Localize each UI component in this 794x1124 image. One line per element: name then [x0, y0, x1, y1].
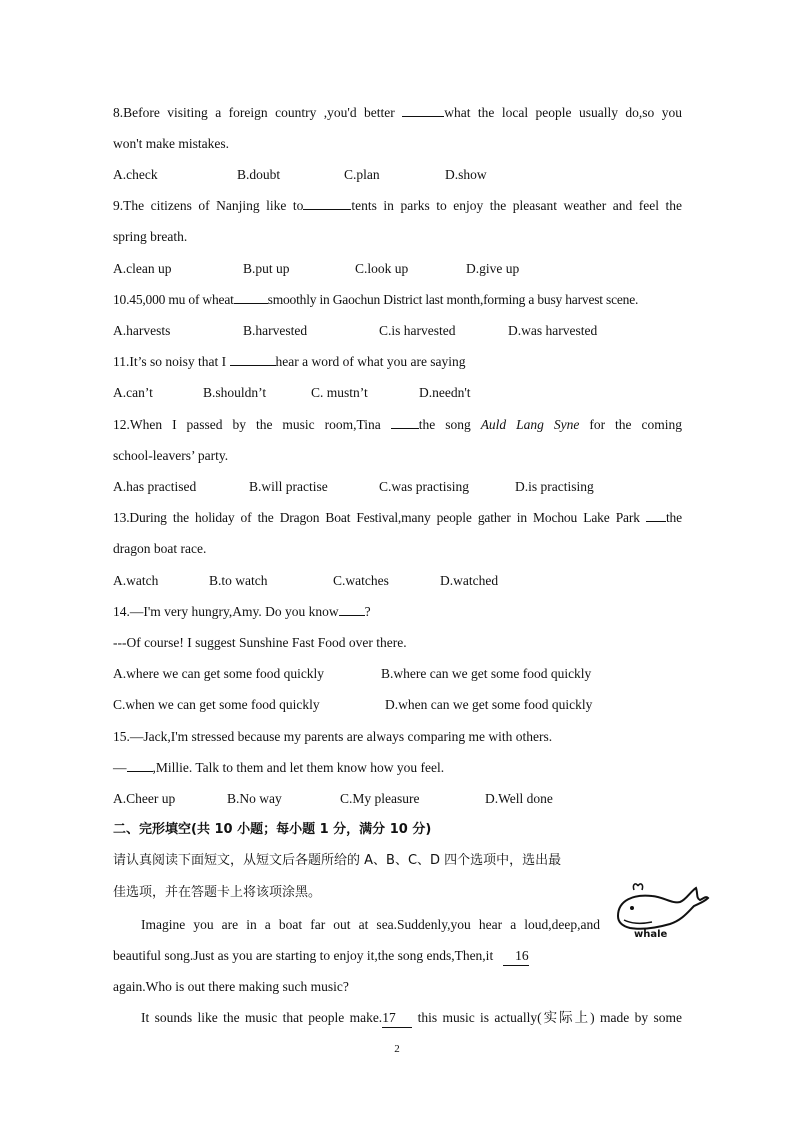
q14-option-d: D.when can we get some food quickly — [385, 697, 593, 712]
q15-option-c: C.My pleasure — [340, 791, 420, 806]
q12-line-1 — [113, 416, 682, 434]
q13-blank — [646, 509, 666, 522]
page-number: 2 — [394, 1043, 400, 1055]
whale-caption: whale — [634, 929, 668, 940]
q12-option-d: D.is practising — [515, 479, 594, 494]
q12-song-title: Auld Lang Syne — [480, 417, 580, 432]
q10-option-c: C.is harvested — [379, 323, 456, 338]
q8-line-1 — [113, 104, 682, 122]
q10-option-d: D.was harvested — [508, 323, 598, 338]
q8-blank — [402, 104, 444, 117]
passage-p1-line-1 — [141, 916, 600, 934]
q12-text-c: for the coming — [589, 417, 683, 432]
q12-text-a: 12.When I passed by the music room,Tina — [113, 417, 381, 432]
q8-text-a: 8.Before visiting a foreign country ,you'd better — [113, 105, 395, 120]
q15-dash: — — [113, 760, 127, 775]
q13-line-1 — [113, 509, 682, 527]
q8-option-d: D.show — [445, 167, 487, 182]
q9-text-b: tents in parks to enjoy the pleasant weather and feel the — [351, 198, 682, 213]
q15-option-b: B.No way — [227, 791, 282, 806]
q12-text-b: the song — [418, 417, 471, 432]
q9-option-c: C.look up — [355, 261, 409, 276]
q11-option-d: D.needn't — [419, 385, 471, 400]
q13-line-2: dragon boat race. — [113, 541, 207, 556]
section-2-instruction-1: 请认真阅读下面短文，从短文后各题所给的 A、B、C、D 四个选项中，选出最 — [113, 853, 562, 868]
section-2-instruction-2: 佳选项，并在答题卡上将该项涂黑。 — [113, 885, 322, 900]
q15-line-1: 15.—Jack,I'm stressed because my parents are always comparing me with others. — [113, 729, 553, 744]
q12-option-a: A.has practised — [113, 479, 197, 494]
passage-p1-line-2 — [113, 947, 599, 966]
blank-17: 17 — [382, 1009, 412, 1028]
q9-text-a: 9.The citizens of Nanjing like to — [113, 198, 304, 213]
q13-option-d: D.watched — [440, 573, 499, 588]
q15-blank — [127, 759, 153, 772]
q10-line-1 — [113, 291, 682, 309]
q12-option-c: C.was practising — [379, 479, 469, 494]
whale-illustration — [612, 876, 712, 944]
q10-text-b: smoothly in Gaochun District last month,forming a busy harvest scene. — [267, 292, 639, 307]
passage-p2-text-a: It sounds like the music that people make. — [141, 1010, 383, 1025]
q9-option-d: D.give up — [466, 261, 520, 276]
q9-blank — [303, 197, 351, 210]
q10-blank — [234, 291, 268, 304]
q14-text-a: 14.—I'm very hungry,Amy. Do you know — [113, 604, 339, 619]
q14-option-b: B.where can we get some food quickly — [381, 666, 592, 681]
q11-blank — [230, 353, 276, 366]
q11-option-b: B.shouldn’t — [203, 385, 267, 400]
q8-text-b: what the local people usually do,so you — [444, 105, 682, 120]
q11-text-b: hear a word of what you are saying — [275, 354, 466, 369]
q14-blank — [339, 603, 365, 616]
q15-option-a: A.Cheer up — [113, 791, 176, 806]
q14-line-2: ---Of course! I suggest Sunshine Fast Food over there. — [113, 635, 407, 650]
section-2-heading: 二、完形填空(共 10 小题；每小题 1 分，满分 10 分) — [113, 822, 432, 837]
passage-p2-text-b: this music is actually(实际上) made by some — [417, 1010, 682, 1025]
q14-line-1 — [113, 603, 682, 621]
q13-text-b: the — [665, 510, 682, 525]
q14-option-a: A.where we can get some food quickly — [113, 666, 325, 681]
q11-option-c: C. mustn’t — [311, 385, 368, 400]
q8-option-a: A.check — [113, 167, 158, 182]
q9-line-2: spring breath. — [113, 229, 188, 244]
blank-16: 16 — [503, 947, 529, 966]
q12-line-2: school-leavers’ party. — [113, 448, 229, 463]
q14-option-c: C.when we can get some food quickly — [113, 697, 320, 712]
passage-p1-text-1: Imagine you are in a boat far out at sea.Suddenly,you hear a loud,deep,and — [141, 917, 600, 932]
q15-text-b: ,Millie. Talk to them and let them know how you feel. — [152, 760, 445, 775]
q8-line-2: won't make mistakes. — [113, 136, 230, 151]
q11-option-a: A.can’t — [113, 385, 153, 400]
q11-text-a: 11.It’s so noisy that I — [113, 354, 227, 369]
passage-p2-line-1 — [141, 1009, 682, 1028]
q12-blank — [391, 416, 419, 429]
q13-text-a: 13.During the holiday of the Dragon Boat Festival,many people gather in Mochou Lake Park — [113, 510, 640, 525]
q13-option-a: A.watch — [113, 573, 159, 588]
q8-option-b: B.doubt — [237, 167, 281, 182]
q9-line-1 — [113, 197, 682, 215]
q13-option-c: C.watches — [333, 573, 389, 588]
q10-option-a: A.harvests — [113, 323, 171, 338]
q13-option-b: B.to watch — [209, 573, 268, 588]
passage-p1-line-3: again.Who is out there making such music? — [113, 979, 349, 994]
q9-option-b: B.put up — [243, 261, 290, 276]
q10-option-b: B.harvested — [243, 323, 308, 338]
q11-line-1 — [113, 353, 682, 371]
q10-text-a: 10.45,000 mu of wheat — [113, 292, 234, 307]
q9-option-a: A.clean up — [113, 261, 172, 276]
q8-option-c: C.plan — [344, 167, 380, 182]
passage-p1-text-2: beautiful song.Just as you are starting to enjoy it,the song ends,Then,it — [113, 948, 494, 963]
q15-line-2 — [113, 759, 682, 777]
q14-text-b: ? — [364, 604, 371, 619]
q15-option-d: D.Well done — [485, 791, 553, 806]
q12-option-b: B.will practise — [249, 479, 328, 494]
